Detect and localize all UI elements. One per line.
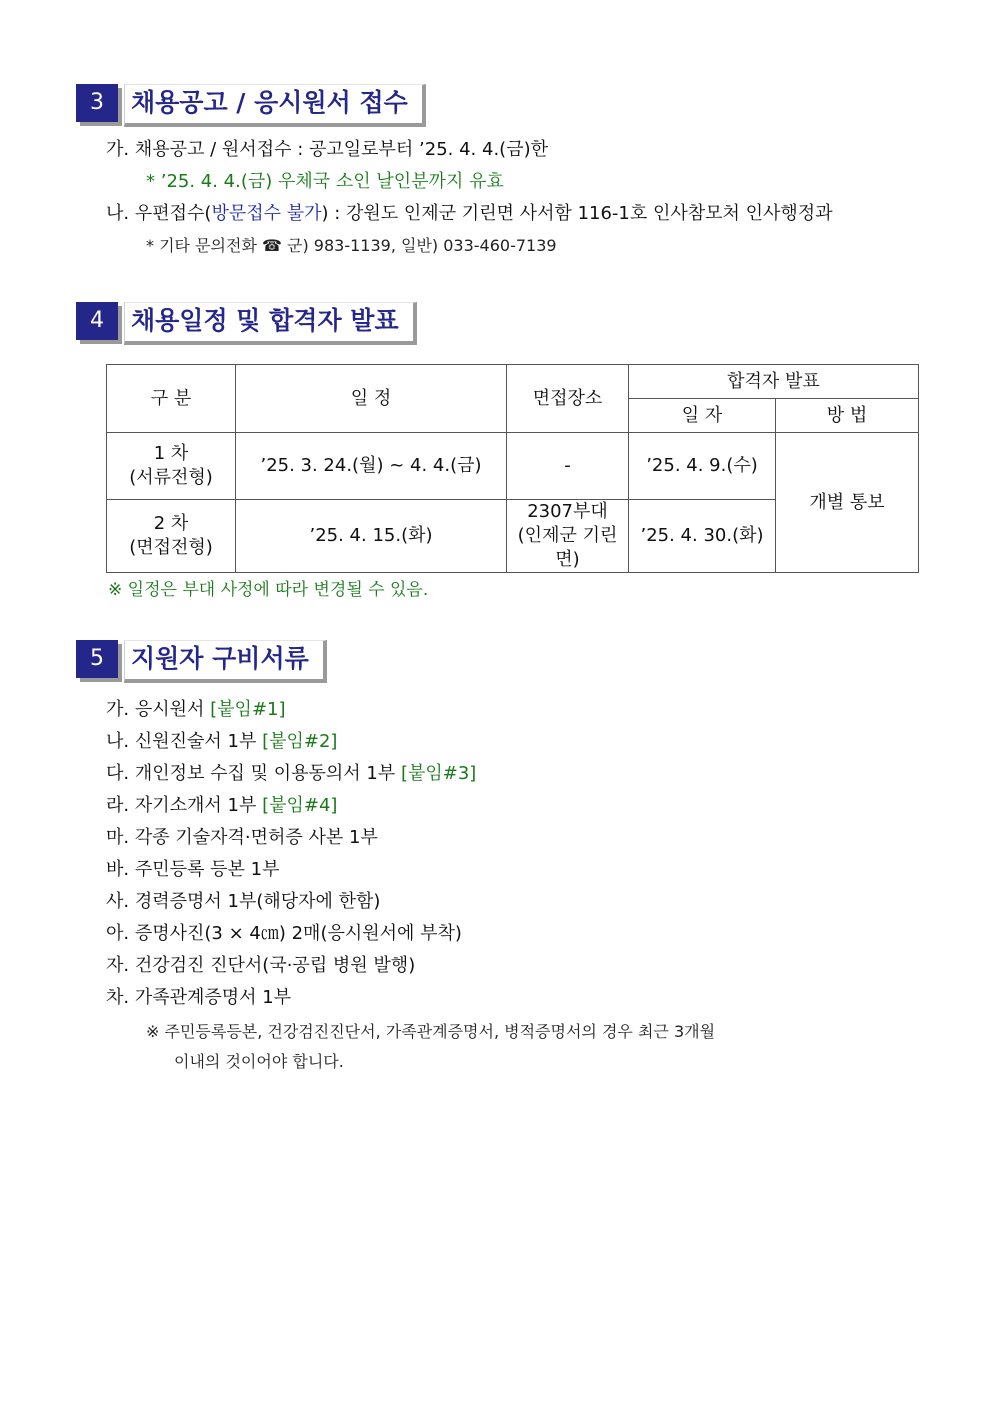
section-3-heading — [76, 84, 466, 128]
row-venue — [507, 500, 629, 573]
section-5-heading — [76, 640, 346, 684]
item-prefix: 아. — [106, 923, 130, 944]
attachment-tag: [붙임#3] — [400, 763, 477, 784]
section-title: 채용공고 / 응시원서 접수 — [124, 84, 426, 127]
item-text: 우편접수( — [134, 203, 212, 224]
item-text: 각종 기술자격·면허증 사본 1부 — [134, 827, 378, 848]
list-item — [106, 954, 415, 978]
highlight-text: 방문접수 불가 — [211, 203, 322, 224]
list-item — [106, 890, 380, 914]
item-text: 주민등록 등본 1부 — [134, 859, 280, 880]
item-prefix: 다. — [106, 763, 130, 784]
item-text: 자기소개서 1부 — [134, 795, 263, 816]
section-number: 4 — [76, 302, 118, 340]
list-item — [106, 826, 378, 850]
item-prefix: 가. — [106, 699, 130, 720]
section-title: 채용일정 및 합격자 발표 — [124, 302, 417, 345]
list-item — [106, 986, 291, 1010]
item-text: 가족관계증명서 1부 — [134, 987, 292, 1008]
row-schedule: ’25. 3. 24.(월) ~ 4. 4.(금) — [236, 433, 507, 500]
attachment-tag: [붙임#4] — [262, 795, 338, 816]
venue-location: (인제군 기린면) — [517, 525, 618, 570]
list-item — [106, 698, 286, 722]
item-prefix: 라. — [106, 795, 130, 816]
row-schedule: ’25. 4. 15.(화) — [236, 500, 507, 573]
list-item — [106, 794, 337, 818]
row-venue: - — [507, 433, 629, 500]
section-4-heading — [76, 302, 446, 346]
header-category: 구 분 — [107, 365, 236, 433]
list-item — [106, 730, 337, 754]
item-prefix: 사. — [106, 891, 130, 912]
category-stage: 1 차 — [153, 443, 189, 464]
category-type: (면접전형) — [129, 537, 213, 558]
list-item — [106, 858, 279, 882]
item-text: 개인정보 수집 및 이용동의서 1부 — [134, 763, 401, 784]
header-announce: 합격자 발표 — [629, 365, 919, 399]
header-date: 일 자 — [629, 399, 776, 433]
item-prefix: 나. — [106, 203, 130, 224]
contact-note: * 기타 문의전화 ☎ 군) 983-1139, 일반) 033-460-7139 — [146, 236, 557, 255]
header-venue: 면접장소 — [507, 365, 629, 433]
section-title: 지원자 구비서류 — [124, 640, 327, 683]
item-text: 채용공고 / 원서접수 : 공고일로부터 ’25. 4. 4.(금)한 — [134, 139, 548, 160]
documents-note-line-2: 이내의 것이어야 합니다. — [174, 1052, 344, 1071]
table-row — [107, 433, 919, 500]
item-a-note: * ’25. 4. 4.(금) 우체국 소인 날인분까지 유효 — [146, 171, 504, 192]
item-text: 증명사진(3 × 4㎝) 2매(응시원서에 부착) — [134, 923, 462, 944]
attachment-tag: [붙임#2] — [262, 731, 338, 752]
row-category — [107, 433, 236, 500]
section-number: 3 — [76, 84, 118, 122]
schedule-note: ※ 일정은 부대 사정에 따라 변경될 수 있음. — [108, 580, 429, 600]
item-prefix: 차. — [106, 987, 130, 1008]
item-prefix: 마. — [106, 827, 130, 848]
item-text: 신원진술서 1부 — [134, 731, 263, 752]
category-stage: 2 차 — [153, 513, 189, 534]
item-text: 응시원서 — [134, 699, 211, 720]
attachment-tag: [붙임#1] — [210, 699, 286, 720]
item-prefix: 자. — [106, 955, 130, 976]
list-item — [106, 762, 476, 786]
documents-note-line-1: ※ 주민등록등본, 건강검진진단서, 가족관계증명서, 병적증명서의 경우 최근 3개월 — [146, 1022, 716, 1041]
row-category — [107, 500, 236, 573]
header-schedule: 일 정 — [236, 365, 507, 433]
item-prefix: 가. — [106, 139, 130, 160]
header-method: 방 법 — [776, 399, 919, 433]
schedule-table — [106, 364, 919, 573]
item-a — [106, 138, 548, 162]
item-prefix: 나. — [106, 731, 130, 752]
list-item — [106, 922, 462, 946]
item-prefix: 바. — [106, 859, 130, 880]
venue-unit: 2307부대 — [527, 501, 608, 522]
row-date: ’25. 4. 9.(수) — [629, 433, 776, 500]
item-b — [106, 202, 833, 226]
item-text: 경력증명서 1부(해당자에 한함) — [134, 891, 381, 912]
row-method: 개별 통보 — [776, 433, 919, 573]
item-text: ) : 강원도 인제군 기린면 사서함 116-1호 인사참모처 인사행정과 — [321, 203, 833, 224]
item-text: 건강검진 진단서(국·공립 병원 발행) — [134, 955, 416, 976]
section-number: 5 — [76, 640, 118, 678]
row-date: ’25. 4. 30.(화) — [629, 500, 776, 573]
category-type: (서류전형) — [129, 467, 213, 488]
